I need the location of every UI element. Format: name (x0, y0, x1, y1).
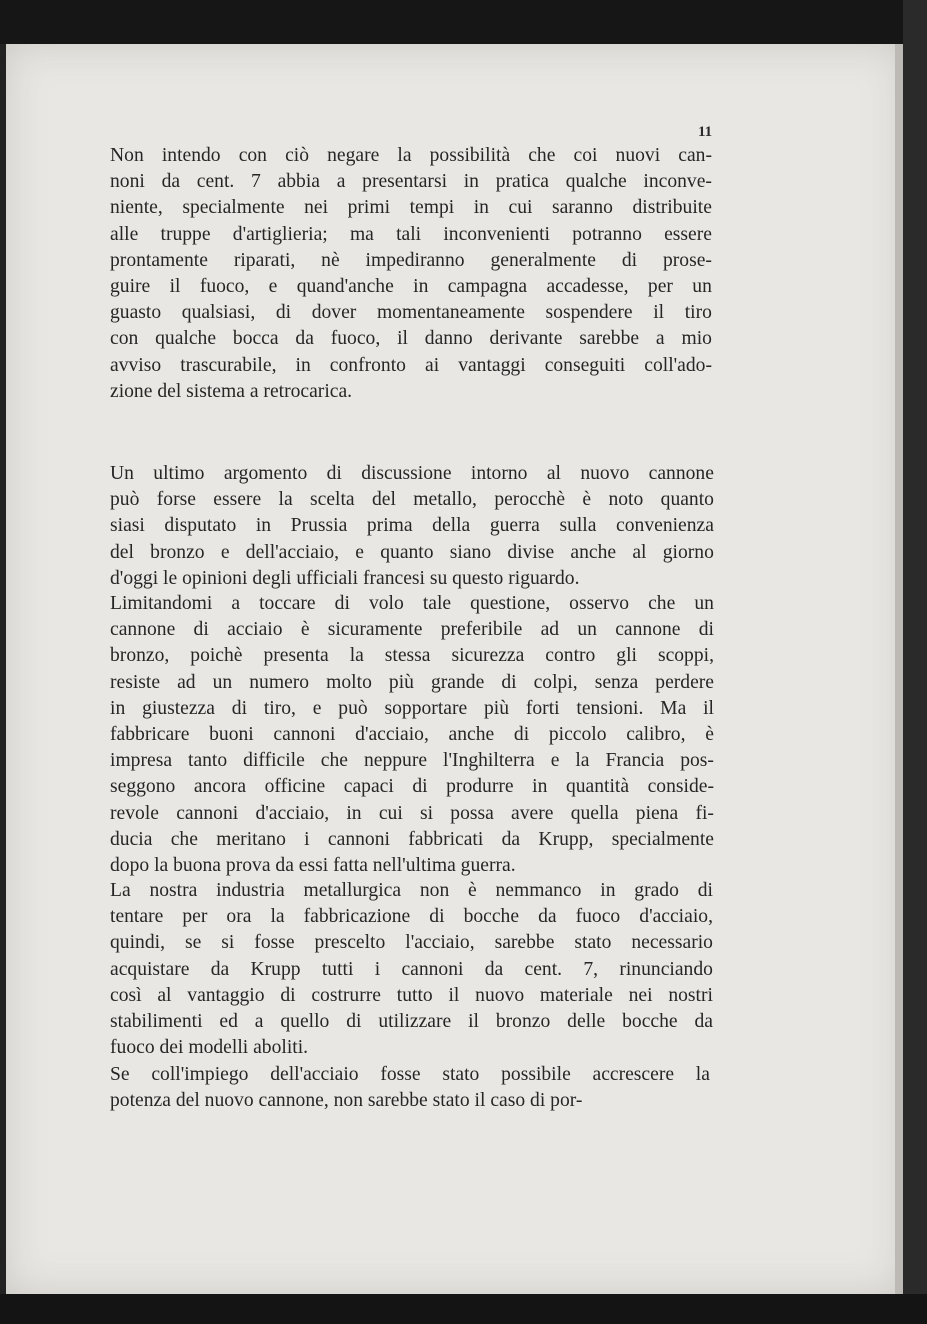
text-line: quindi, se si fosse prescelto l'acciaio, sarebbe stato necessario (110, 932, 713, 954)
text-line: guire il fuoco, e quand'anche in campagna accadesse, per un (110, 275, 712, 297)
text-line: La nostra industria metallurgica non è nemmanco in grado di (110, 880, 713, 901)
page-number: 11 (698, 124, 713, 140)
text-line: seggono ancora officine capaci di produrre in quantità conside- (110, 776, 714, 798)
text-line: revole cannoni d'acciaio, in cui si possa avere quella piena fi- (110, 802, 714, 824)
text-line: bronzo, poichè presenta la stessa sicurezza contro gli scoppi, (110, 645, 714, 667)
text-line: ducia che meritano i cannoni fabbricati da Krupp, specialmente (110, 828, 714, 850)
scan-right-border (903, 0, 927, 1324)
paragraph-5 (110, 1062, 710, 1114)
text-line: impresa tanto difficile che neppure l'Inghilterra e la Francia pos- (110, 750, 714, 772)
text-line: zione del sistema a retrocarica. (110, 380, 353, 402)
text-line: così al vantaggio di costrurre tutto il nuovo materiale nei nostri (110, 984, 713, 1006)
text-line: dopo la buona prova da essi fatta nell'ultima guerra. (110, 854, 516, 876)
text-line: fuoco dei modelli aboliti. (110, 1037, 309, 1059)
text-line: del bronzo e dell'acciaio, e quanto siano divise anche al giorno (110, 541, 714, 563)
paragraph-2 (110, 461, 714, 592)
text-line: con qualche bocca da fuoco, il danno derivante sarebbe a mio (110, 328, 712, 350)
text-line: Un ultimo argomento di discussione intorno al nuovo cannone (110, 463, 714, 484)
text-line: resiste ad un numero molto più grande di colpi, senza perdere (110, 671, 714, 693)
text-line: Se coll'impiego dell'acciaio fosse stato possibile accrescere la (110, 1064, 710, 1085)
page-edge-shadow (895, 44, 903, 1294)
text-line: prontamente riparati, nè impediranno generalmente di prose- (110, 249, 712, 271)
scan-top-border (0, 0, 927, 44)
text-line: Limitandomi a toccare di volo tale questione, osservo che un (110, 593, 714, 614)
text-line: avviso trascurabile, in confronto ai vantaggi conseguiti coll'ado- (110, 354, 712, 376)
text-line: può forse essere la scelta del metallo, perocchè è noto quanto (110, 489, 714, 511)
text-line: stabilimenti ed a quello di utilizzare il bronzo delle bocche da (110, 1010, 713, 1032)
text-line: fabbricare buoni cannoni d'acciaio, anche di piccolo calibro, è (110, 723, 714, 745)
text-line: acquistare da Krupp tutti i cannoni da cent. 7, rinunciando (110, 958, 713, 980)
text-line: cannone di acciaio è sicuramente preferibile ad un cannone di (110, 619, 714, 641)
text-line: niente, specialmente nei primi tempi in cui saranno distribuite (110, 197, 712, 219)
text-line: d'oggi le opinioni degli ufficiali francesi su questo riguardo. (110, 567, 580, 589)
text-line: in giustezza di tiro, e può sopportare più forti tensioni. Ma il (110, 697, 714, 719)
text-line: alle truppe d'artiglieria; ma tali inconvenienti potranno essere (110, 223, 712, 245)
text-line: siasi disputato in Prussia prima della guerra sulla convenienza (110, 515, 714, 537)
paragraph-1 (110, 143, 712, 405)
paragraph-4 (110, 878, 713, 1061)
text-line: potenza del nuovo cannone, non sarebbe stato il caso di por- (110, 1090, 583, 1112)
text-line: Non intendo con ciò negare la possibilità che coi nuovi can- (110, 145, 712, 166)
paragraph-3 (110, 591, 714, 879)
text-line: tentare per ora la fabbricazione di bocche da fuoco d'acciaio, (110, 906, 713, 928)
text-line: guasto qualsiasi, di dover momentaneamente sospendere il tiro (110, 302, 712, 324)
text-line: noni da cent. 7 abbia a presentarsi in pratica qualche inconve- (110, 171, 712, 193)
scan-bottom-border (0, 1294, 927, 1324)
